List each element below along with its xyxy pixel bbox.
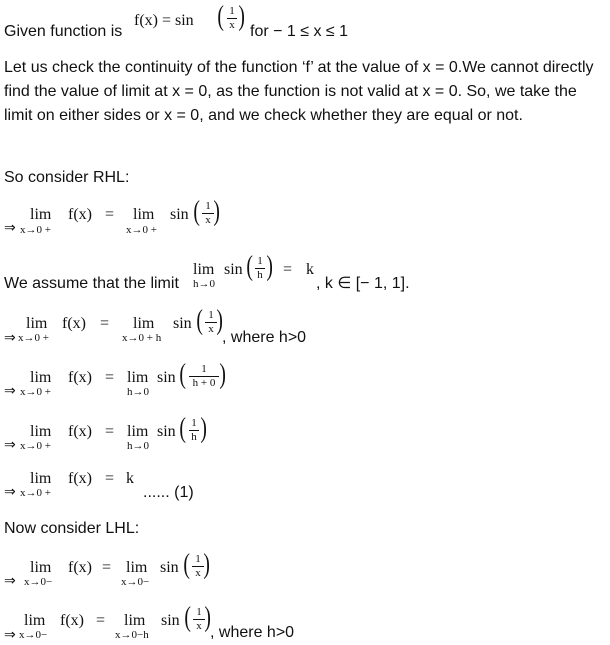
continuity-paragraph: Let us check the continuity of the function ‘f’ at the value of x = 0.We cannot directly find the value of limit at x = 0, as the function is not valid at x = 0. So, we take the limit on either sides or x = 0, and we check whether they are equal or not.: [4, 59, 594, 124]
paren-close: ): [238, 1, 245, 32]
where-h-2: , where h>0: [210, 624, 295, 641]
lhl-heading: Now consider LHL:: [4, 520, 140, 537]
given-function-expr: f(x) = sin: [134, 12, 194, 29]
assume-range: , k ∈ [− 1, 1].: [316, 275, 410, 292]
paren-open: (: [217, 1, 224, 32]
fraction-1-over-x: 1 x: [227, 6, 237, 31]
domain-text: for − 1 ≤ x ≤ 1: [250, 23, 349, 40]
where-h-1: , where h>0: [222, 329, 307, 346]
rhl-heading: So consider RHL:: [4, 169, 130, 186]
equation-tag: ...... (1): [143, 484, 194, 501]
given-function-label: Given function is: [4, 23, 123, 40]
assume-text: We assume that the limit: [4, 275, 179, 292]
